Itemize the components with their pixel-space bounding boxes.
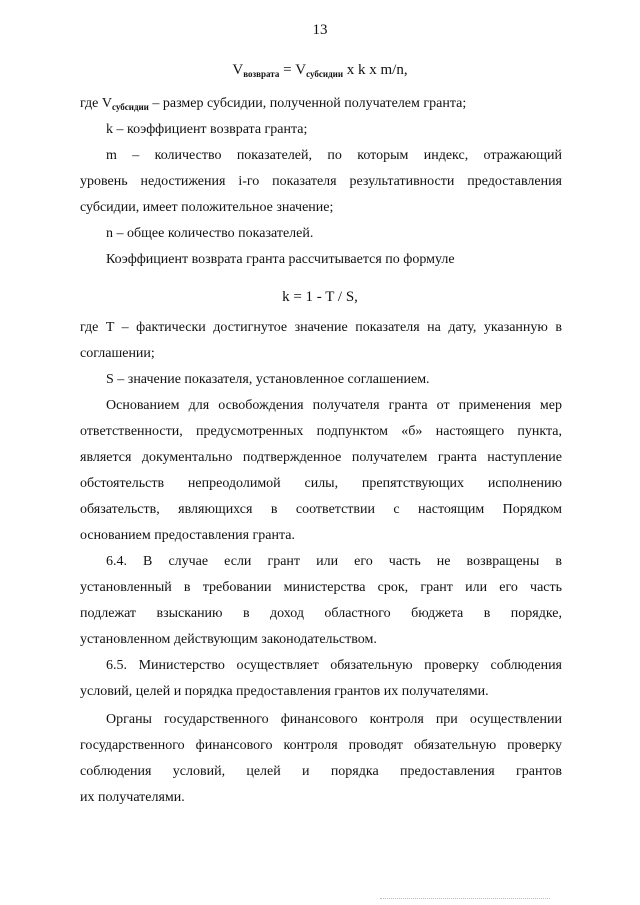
basis-line4: обстоятельств непреодолимой силы, препятствующих исполнению	[80, 476, 562, 491]
control-line4: их получателями.	[80, 790, 185, 805]
formula-equals: =	[279, 62, 296, 78]
p64-line3: подлежат взысканию в доход областного бюджета в порядке,	[80, 606, 562, 621]
def-m-line1: m – количество показателей, по которым индекс, отражающий	[106, 148, 562, 163]
page-number: 13	[312, 22, 328, 38]
basis-line5: обязательств, являющихся в соответствии с настоящим Порядком	[80, 502, 562, 517]
def-vsubsidy-prefix: где V	[80, 96, 112, 111]
basis-line3: является документально подтвержденное получателем гранта наступление	[80, 450, 562, 465]
formula-v-return: V	[232, 62, 244, 78]
def-t-line2: соглашении;	[80, 346, 155, 361]
p65-line2: условий, целей и порядка предоставления грантов их получателями.	[80, 684, 489, 699]
formula-rest: x k x m/n,	[343, 62, 408, 78]
basis-line6: основанием предоставления гранта.	[80, 528, 295, 543]
control-line1: Органы государственного финансового контроля при осуществлении	[106, 712, 562, 727]
def-m-line2: уровень недостижения i-го показателя результативности предоставления	[80, 174, 562, 189]
def-m-line3: субсидии, имеет положительное значение;	[80, 200, 334, 215]
def-vsubsidy-sub: субсидии	[112, 102, 149, 112]
control-line3: соблюдения условий, целей и порядка предоставления грантов	[80, 764, 562, 779]
formula-v-subsidy: V	[295, 62, 307, 78]
control-line2: государственного финансового контроля проводят обязательную проверку	[80, 738, 562, 753]
p64-line1: 6.4. В случае если грант или его часть не возвращены в	[106, 554, 562, 569]
p65-line1: 6.5. Министерство осуществляет обязательную проверку соблюдения	[106, 658, 562, 673]
scan-artifact	[380, 895, 550, 899]
def-vsubsidy	[80, 95, 562, 116]
basis-line2: ответственности, предусмотренных подпунктом «б» настоящего пункта,	[80, 424, 562, 439]
def-vsubsidy-rest: – размер субсидии, полученной получателем гранта;	[148, 96, 467, 111]
p64-line2: установленный в требовании министерства срок, грант или его часть	[80, 580, 562, 595]
coef-intro: Коэффициент возврата гранта рассчитывается по формуле	[106, 252, 455, 267]
p64-line4: установленном действующим законодательством.	[80, 632, 377, 647]
formula-sub-return: возврата	[243, 69, 280, 79]
def-n: n – общее количество показателей.	[106, 226, 314, 241]
return-formula	[0, 62, 640, 79]
formula-sub-subsidy: субсидии	[306, 69, 344, 79]
def-k: k – коэффициент возврата гранта;	[106, 122, 308, 137]
coef-formula: k = 1 - T / S,	[282, 289, 358, 305]
basis-line1: Основанием для освобождения получателя гранта от применения мер	[106, 398, 562, 413]
def-t-line1: где T – фактически достигнутое значение показателя на дату, указанную в	[80, 320, 562, 335]
def-s: S – значение показателя, установленное соглашением.	[106, 372, 430, 387]
